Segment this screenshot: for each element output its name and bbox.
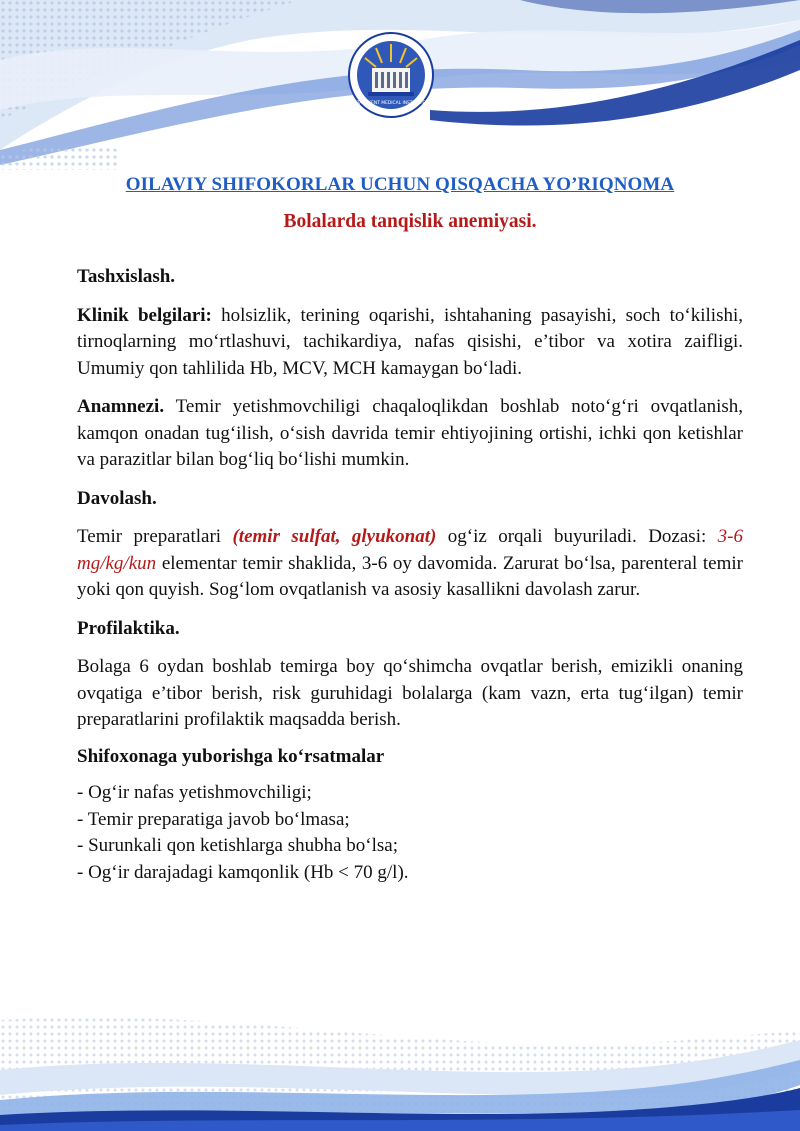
svg-text:TASHKENT MEDICAL INSTITUTE: TASHKENT MEDICAL INSTITUTE xyxy=(356,101,426,106)
referral-list xyxy=(77,780,743,886)
prophylaxis-heading: Profilaktika. xyxy=(77,617,180,639)
treatment-text-a: Temir preparatlari xyxy=(77,526,233,547)
clinical-signs-label: Klinik belgilari: xyxy=(77,304,212,326)
list-item: - Surunkali qon ketishlarga shubha bo‘lsa; xyxy=(77,835,399,856)
treatment-text-b: og‘iz orqali buyuriladi. Dozasi: xyxy=(436,526,718,547)
institute-logo xyxy=(348,32,434,118)
dose-value: 3-6 mg/kg/kun xyxy=(77,526,743,574)
anamnesis-label: Anamnezi. xyxy=(77,396,165,417)
document-title: OILAVIY SHIFOKORLAR UCHUN QISQACHA YO’RIQNOMA xyxy=(125,174,675,195)
list-item: - Og‘ir nafas yetishmovchiligi; xyxy=(77,782,312,803)
treatment-heading: Davolash. xyxy=(77,487,157,509)
diagnosis-heading: Tashxislash. xyxy=(77,266,176,287)
treatment-text-c: elementar temir shaklida, 3-6 oy davomida. Zarurat bo‘lsa, parenteral temir yoki qon quyish. Sog‘lom ovqatlanish va asosiy kasallikni davolash zarur. xyxy=(77,552,743,600)
referral-heading: Shifoxonaga yuborishga ko‘rsatmalar xyxy=(77,745,385,767)
prophylaxis-paragraph: Bolaga 6 oydan boshlab temirga boy qo‘shimcha ovqatlar berish, emizikli onaning ovqatiga e’tibor berish, risk guruhidagi bolalarga (kam vazn, erta tug‘ilgan) temir preparatlarini profilaktik maqsadda berish. xyxy=(77,656,743,730)
anamnesis-paragraph xyxy=(77,394,743,474)
document-subtitle: Bolalarda tanqislik anemiyasi. xyxy=(283,211,537,232)
treatment-paragraph xyxy=(77,524,743,604)
footer-wave-banner xyxy=(0,1010,800,1131)
document-body xyxy=(77,264,743,886)
list-item: - Og‘ir darajadagi kamqonlik (Hb < 70 g/l). xyxy=(77,861,409,883)
anamnesis-text: Temir yetishmovchiligi chaqaloqlikdan boshlab noto‘g‘ri ovqatlanish, kamqon onadan tug‘ilish, o‘sish davrida temir ehtiyojining ortishi, ichki qon ketishlar va parazitlar bilan bog‘liq bo‘lishi mumkin. xyxy=(77,396,743,470)
list-item: - Temir preparatiga javob bo‘lmasa; xyxy=(77,808,350,830)
clinical-signs-paragraph xyxy=(77,303,743,383)
clinical-signs-text: holsizlik, terining oqarishi, ishtahaning pasayishi, soch to‘kilishi, tirnoqlarning mo‘rtlashuvi, tachikardiya, nafas qisishi, e’tibor va xotira zaifligi. Umumiy qon tahlilida Hb, MCV, MCH kamaygan bo‘ladi. xyxy=(77,304,743,379)
drug-names: (temir sulfat, glyukonat) xyxy=(232,526,437,547)
